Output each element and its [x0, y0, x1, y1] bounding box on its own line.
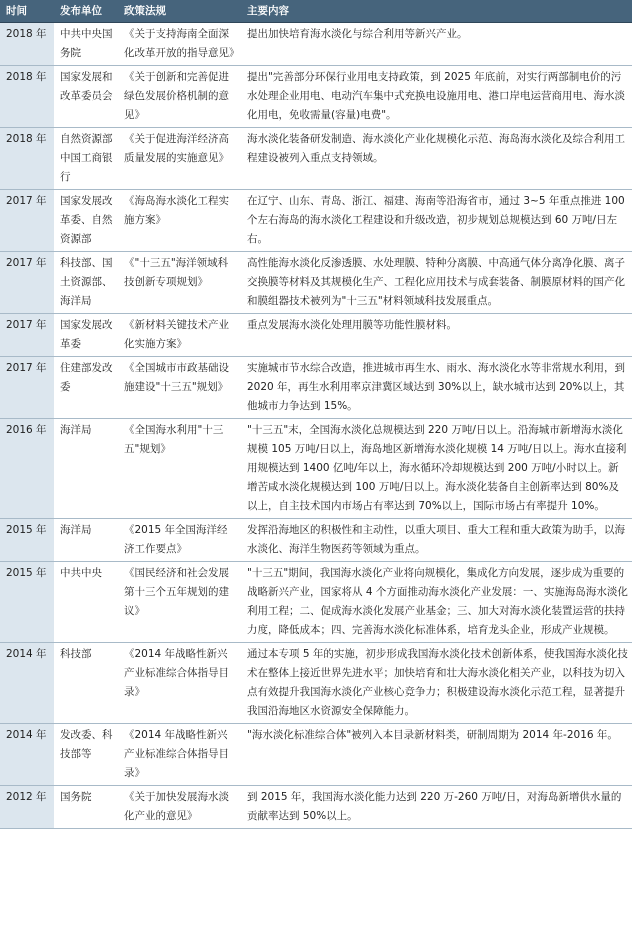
policy-cell: 《2014 年战略性新兴产业标准综合体指导目录》: [118, 643, 241, 724]
year-cell: 2014 年: [0, 724, 54, 786]
content-cell: 提出加快培育海水淡化与综合利用等新兴产业。: [241, 23, 632, 66]
org-cell: 中共中央: [54, 562, 118, 643]
table-row: [0, 419, 632, 519]
content-cell: 高性能海水淡化反渗透膜、水处理膜、特种分离膜、中高通气体分离净化膜、离子交换膜等材料及其规模化生产、工程化应用技术与成套装备、制膜原材料的国产化和膜组器技术被列为"十三五"材料领域科技发展重点。: [241, 252, 632, 314]
content-cell: 海水淡化装备研发制造、海水淡化产业化规模化示范、海岛海水淡化及综合利用工程建设被列入重点支持领域。: [241, 128, 632, 190]
content-cell: 发挥沿海地区的积极性和主动性，以重大项目、重大工程和重大政策为助手，以海水淡化、海洋生物医药等领域为重点。: [241, 519, 632, 562]
table-row: [0, 724, 632, 786]
year-cell: 2015 年: [0, 562, 54, 643]
header-policy: 政策法规: [118, 0, 241, 23]
org-cell: 科技部: [54, 643, 118, 724]
header-row: [0, 0, 632, 23]
table-row: [0, 643, 632, 724]
org-cell: 国家发展和改革委员会: [54, 66, 118, 128]
table-body: [0, 23, 632, 829]
content-cell: "海水淡化标准综合体"被列入本目录新材料类，研制周期为 2014 年-2016 年。: [241, 724, 632, 786]
header-org: 发布单位: [54, 0, 118, 23]
table-row: [0, 562, 632, 643]
policy-cell: 《新材料关键技术产业化实施方案》: [118, 314, 241, 357]
table-row: [0, 190, 632, 252]
year-cell: 2017 年: [0, 314, 54, 357]
year-cell: 2017 年: [0, 252, 54, 314]
year-cell: 2018 年: [0, 128, 54, 190]
year-cell: 2018 年: [0, 23, 54, 66]
table-row: [0, 252, 632, 314]
header-year: 时间: [0, 0, 54, 23]
org-cell: 海洋局: [54, 419, 118, 519]
table-row: [0, 128, 632, 190]
policy-cell: 《关于创新和完善促进绿色发展价格机制的意见》: [118, 66, 241, 128]
policy-cell: 《全国城市市政基础设施建设"十三五"规划》: [118, 357, 241, 419]
policy-cell: 《关于支持海南全面深化改革开放的指导意见》: [118, 23, 241, 66]
content-cell: "十三五"末，全国海水淡化总规模达到 220 万吨/日以上。沿海城市新增海水淡化规模 105 万吨/日以上，海岛地区新增海水淡化规模 14 万吨/日以上。海水直接利用规模达到 1400 亿吨/年以上，海水循环冷却规模达到 200 万吨/小时以上。新增苦咸水淡化规模达到 100 万吨/日以上。海水淡化装备自主创新率达到 80%及以上，自主技术国内市场占有率达到 70%以上，国际市场占有率提升 10%。: [241, 419, 632, 519]
year-cell: 2017 年: [0, 190, 54, 252]
year-cell: 2015 年: [0, 519, 54, 562]
table-row: [0, 314, 632, 357]
year-cell: 2017 年: [0, 357, 54, 419]
content-cell: 到 2015 年，我国海水淡化能力达到 220 万-260 万吨/日，对海岛新增供水量的贡献率达到 50%以上。: [241, 786, 632, 829]
org-cell: 中共中央国务院: [54, 23, 118, 66]
policy-cell: 《关于促进海洋经济高质量发展的实施意见》: [118, 128, 241, 190]
org-cell: 国务院: [54, 786, 118, 829]
header-content: 主要内容: [241, 0, 632, 23]
content-cell: 提出"完善部分环保行业用电支持政策，到 2025 年底前，对实行两部制电价的污水处理企业用电、电动汽车集中式充换电设施用电、港口岸电运营商用电、海水淡化用电，免收需量(容量)电费"。: [241, 66, 632, 128]
policy-cell: 《2014 年战略性新兴产业标准综合体指导目录》: [118, 724, 241, 786]
policy-cell: 《2015 年全国海洋经济工作要点》: [118, 519, 241, 562]
content-cell: 通过本专项 5 年的实施，初步形成我国海水淡化技术创新体系，使我国海水淡化技术在整体上接近世界先进水平；加快培育和壮大海水淡化相关产业，以科技为切入点有效提升我国海水淡化产业核心竞争力；积极建设海水淡化示范工程，显著提升我国沿海地区水资源安全保障能力。: [241, 643, 632, 724]
table-row: [0, 66, 632, 128]
policy-cell: 《全国海水利用"十三五"规划》: [118, 419, 241, 519]
policy-cell: 《"十三五"海洋领域科技创新专项规划》: [118, 252, 241, 314]
org-cell: 科技部、国土资源部、海洋局: [54, 252, 118, 314]
policy-cell: 《国民经济和社会发展第十三个五年规划的建议》: [118, 562, 241, 643]
year-cell: 2012 年: [0, 786, 54, 829]
policy-cell: 《关于加快发展海水淡化产业的意见》: [118, 786, 241, 829]
table-row: [0, 357, 632, 419]
policy-cell: 《海岛海水淡化工程实施方案》: [118, 190, 241, 252]
table-row: [0, 23, 632, 66]
org-cell: 国家发展改革委、自然资源部: [54, 190, 118, 252]
org-cell: 国家发展改革委: [54, 314, 118, 357]
org-cell: 自然资源部中国工商银行: [54, 128, 118, 190]
org-cell: 住建部发改委: [54, 357, 118, 419]
year-cell: 2016 年: [0, 419, 54, 519]
content-cell: 实施城市节水综合改造，推进城市再生水、雨水、海水淡化水等非常规水利用，到 2020 年，再生水利用率京津冀区域达到 30%以上，缺水城市达到 20%以上，其他城市力争达到 15%。: [241, 357, 632, 419]
content-cell: 重点发展海水淡化处理用膜等功能性膜材料。: [241, 314, 632, 357]
year-cell: 2014 年: [0, 643, 54, 724]
table-row: [0, 786, 632, 829]
content-cell: "十三五"期间，我国海水淡化产业将向规模化，集成化方向发展，逐步成为重要的战略新兴产业，国家将从 4 个方面推动海水淡化产业发展：一、实施海岛海水淡化利用工程；二、促成海水淡化发展产业基金；三、加大对海水淡化装置运营的扶持力度，降低成本；四、完善海水淡化标准体系，培育龙头企业，形成产业规模。: [241, 562, 632, 643]
org-cell: 发改委、科技部等: [54, 724, 118, 786]
year-cell: 2018 年: [0, 66, 54, 128]
content-cell: 在辽宁、山东、青岛、浙江、福建、海南等沿海省市，通过 3~5 年重点推进 100 个左右海岛的海水淡化工程建设和升级改造，初步规划总规模达到 60 万吨/日左右。: [241, 190, 632, 252]
org-cell: 海洋局: [54, 519, 118, 562]
table-header: [0, 0, 632, 23]
table-row: [0, 519, 632, 562]
